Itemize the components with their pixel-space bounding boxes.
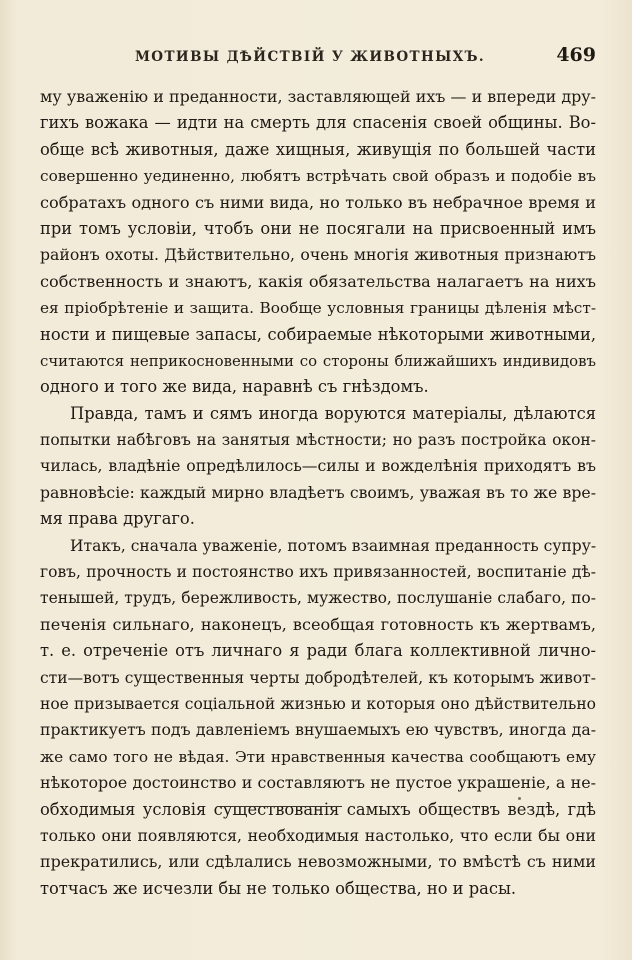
page-header [40,44,596,70]
text-line: одного и того же вида, наравнѣ съ гнѣздомъ. [40,377,429,397]
text-line: тенышей, трудъ, бережливость, мужество, послушаніе слабаго, по- [40,589,596,608]
running-title: МОТИВЫ ДѢЙСТВІЙ У ЖИВОТНЫХЪ. [134,49,486,65]
body-text [40,84,596,902]
text-line: же само того не вѣдая. Эти нравственныя качества сообщаютъ ему [40,747,596,766]
text-line: т. е. отреченіе отъ личнаго я ради блага коллективной лично- [40,641,596,661]
text-line: прекратились, или сдѣлались невозможными, то вмѣстѣ съ ними [40,852,596,872]
text-line: мя права другаго. [40,509,195,529]
text-line: тотчасъ же исчезли бы не только общества, но и расы. [40,878,517,898]
text-line: районъ охоты. Дѣйствительно, очень многія животныя признаютъ [40,245,596,265]
page-number: 469 [556,44,596,66]
text-line: попытки набѣговъ на занятыя мѣстности; но разъ постройка окон- [40,431,596,450]
text-line: совершенно уединенно, любятъ встрѣчать свой образъ и подобіе въ [40,167,596,186]
text-line: собственность и знаютъ, какія обязательства налагаетъ на нихъ [40,271,596,291]
text-line: гихъ вожака — идти на смерть для спасенія своей общины. Во- [40,113,596,133]
text-line: сти—вотъ существенныя черты добродѣтелей, къ которымъ живот- [40,668,596,687]
text-line: чилась, владѣніе опредѣлилось—силы и вожделѣнія приходятъ въ [40,456,596,476]
text-line: обще всѣ животныя, даже хищныя, живущія по большей части [40,139,596,159]
section-end-rule [218,806,342,807]
text-line: считаются неприкосновенными со стороны ближайшихъ индивидовъ [40,351,596,370]
text-line: печенія сильнаго, наконецъ, всеобщая готовность къ жертвамъ, [40,614,596,634]
text-line: говъ, прочность и постоянство ихъ привязанностей, воспитаніе дѣ- [40,563,596,582]
text-line: му уваженію и преданности, заставляющей ихъ — и впереди дру- [40,87,596,106]
text-line: Правда, тамъ и сямъ иногда воруются матеріалы, дѣлаются [70,403,596,423]
text-line: нѣкоторое достоинство и составляютъ не пустое украшеніе, а не- [40,773,596,793]
paragraph-1 [40,84,596,401]
text-line: только они появляются, необходимыя настолько, что если бы они [40,825,596,845]
text-line: ея пріобрѣтеніе и защита. Вообще условныя границы дѣленія мѣст- [40,299,596,318]
paper-speck [518,797,521,800]
text-line: ное призывается соціальной жизнью и которыя оно дѣйствительно [40,694,596,713]
text-line: Итакъ, сначала уваженіе, потомъ взаимная преданность супру- [70,536,597,555]
text-line: при томъ условіи, чтобъ они не посягали на присвоенный имъ [40,218,596,238]
paragraph-2 [40,401,596,533]
text-line: ности и пищевые запасы, собираемые нѣкоторыми животными, [40,324,596,344]
text-line: собратахъ одного съ ними вида, но только въ небрачное время и [40,192,596,212]
paragraph-3 [40,533,596,902]
text-line: равновѣсіе: каждый мирно владѣетъ своимъ, уважая въ то же вре- [40,482,596,502]
text-line: обходимыя условія существованія самыхъ обществъ вездѣ, гдѣ [40,799,596,819]
text-line: практикуетъ подъ давленіемъ внушаемыхъ ею чувствъ, иногда да- [40,720,596,740]
